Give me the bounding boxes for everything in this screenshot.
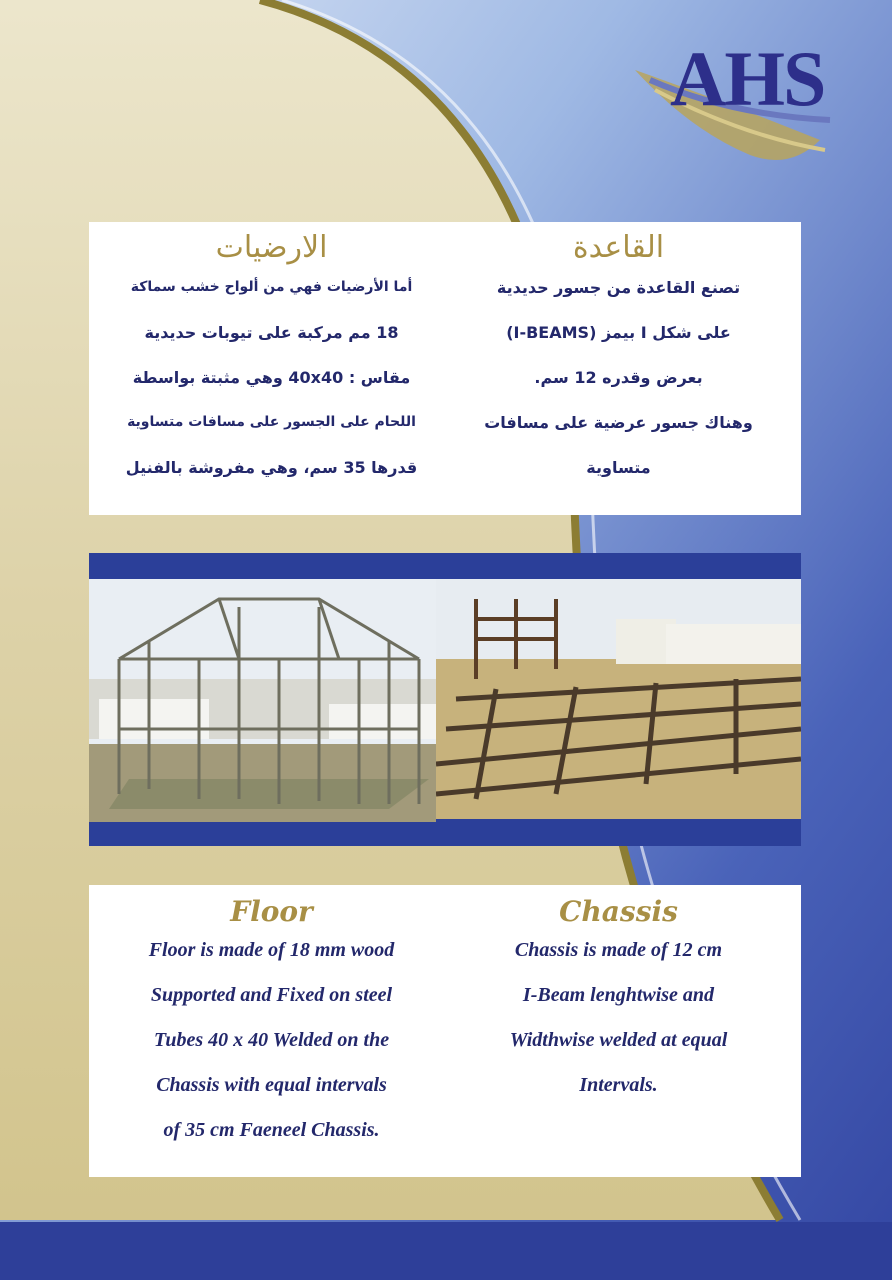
floor-arabic-line: اللحام على الجسور على مسافات متساوية [127, 414, 416, 430]
chassis-english-line: Chassis is made of 12 cm [514, 939, 723, 961]
base-arabic-line: على شكل I بيمز (I-BEAMS) [506, 323, 731, 342]
floor-english-line: Supported and Fixed on steel [150, 984, 393, 1006]
footer-band [0, 1222, 892, 1280]
base-arabic-line: متساوية [586, 458, 651, 477]
chassis-photo [436, 553, 801, 846]
floor-arabic-line: مقاس : 40x40 وهي مثبتة بواسطة [132, 368, 411, 387]
base-arabic-line: بعرض وقدره 12 سم. [534, 368, 703, 387]
floor-arabic-title: الارضيات [215, 230, 328, 265]
floor-english-line: Chassis with equal intervals [156, 1074, 387, 1096]
floor-arabic-line: قدرها 35 سم، وهي مفروشة بالفنيل [125, 458, 418, 477]
floor-arabic-line: أما الأرضيات فهي من ألواح خشب سماكة [130, 279, 413, 295]
chassis-english-line: Widthwise welded at equal [509, 1029, 728, 1051]
chassis-english-line: I-Beam lenghtwise and [522, 984, 715, 1006]
logo-text: AHS [670, 35, 825, 122]
chassis-english-line: Intervals. [579, 1074, 658, 1096]
base-arabic-line: وهناك جسور عرضية على مسافات [484, 413, 753, 432]
base-arabic-line: تصنع القاعدة من جسور حديدية [496, 278, 741, 297]
floor-arabic-card [89, 222, 454, 515]
floor-english-line: of 35 cm Faenеel Chassis. [163, 1119, 380, 1141]
chassis-english-title: Chassis [559, 895, 678, 928]
base-arabic-card [436, 222, 801, 515]
ahs-logo [630, 35, 860, 180]
base-arabic-title: القاعدة [572, 230, 665, 265]
floor-arabic-line: 18 مم مركبة على تيوبات حديدية [144, 323, 399, 342]
steel-frame-photo [89, 553, 454, 846]
chassis-english-card [436, 885, 801, 1177]
floor-english-title: Floor [230, 895, 313, 928]
floor-english-line: Tubes 40 x 40 Welded on the [153, 1029, 390, 1051]
floor-english-card [89, 885, 454, 1177]
floor-english-line: Floor is made of 18 mm wood [148, 939, 395, 961]
